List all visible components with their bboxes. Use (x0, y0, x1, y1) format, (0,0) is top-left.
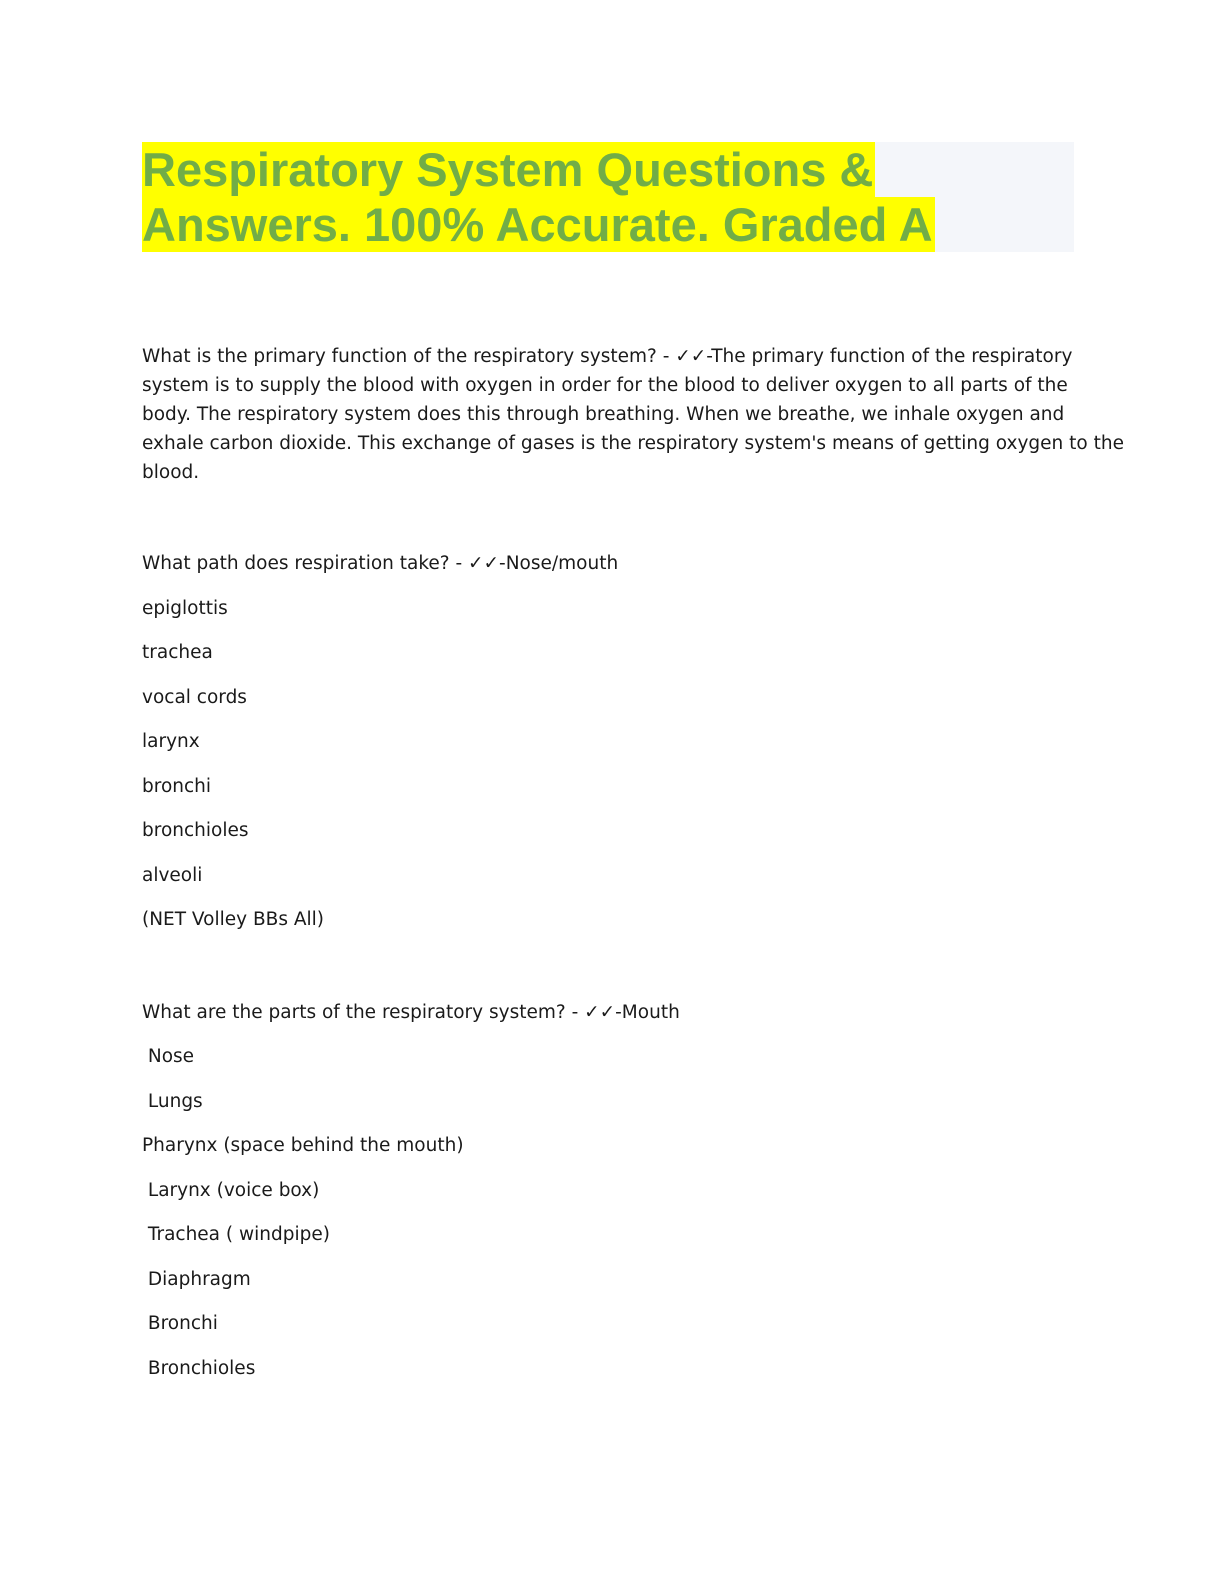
list-item: Pharynx (space behind the mouth) (142, 1135, 464, 1156)
list-item: trachea (142, 642, 213, 663)
list-item: Nose (142, 1046, 195, 1067)
question-line: What path does respiration take? - ✓✓-Nose/mouth (142, 553, 619, 574)
list-item: larynx (142, 731, 200, 752)
paragraph-line: What is the primary function of the respiratory system? - ✓✓-The primary function of the respiratory (142, 346, 1073, 367)
list-item: bronchi (142, 776, 212, 797)
list-item: Diaphragm (142, 1269, 251, 1290)
document-title (142, 142, 1074, 252)
title-line-1: Respiratory System Questions & (142, 143, 874, 196)
list-item: Bronchioles (142, 1358, 256, 1379)
list-item: alveoli (142, 865, 203, 886)
paragraph-line: blood. (142, 462, 200, 483)
title-line-2: Answers. 100% Accurate. Graded A (142, 198, 933, 251)
list-item: vocal cords (142, 687, 247, 708)
list-item: epiglottis (142, 598, 228, 619)
paragraph-line: body. The respiratory system does this through breathing. When we breathe, we inhale oxygen and (142, 404, 1065, 425)
paragraph-line: system is to supply the blood with oxygen in order for the blood to deliver oxygen to all parts of the (142, 375, 1068, 396)
list-item: Trachea ( windpipe) (142, 1224, 330, 1245)
list-item: Larynx (voice box) (142, 1180, 320, 1201)
question-line: What are the parts of the respiratory system? - ✓✓-Mouth (142, 1002, 680, 1023)
list-item: Bronchi (142, 1313, 218, 1334)
list-item: bronchioles (142, 820, 249, 841)
paragraph-line: exhale carbon dioxide. This exchange of gases is the respiratory system's means of getting oxygen to the (142, 433, 1124, 454)
list-item: (NET Volley BBs All) (142, 909, 325, 930)
list-item: Lungs (142, 1091, 203, 1112)
